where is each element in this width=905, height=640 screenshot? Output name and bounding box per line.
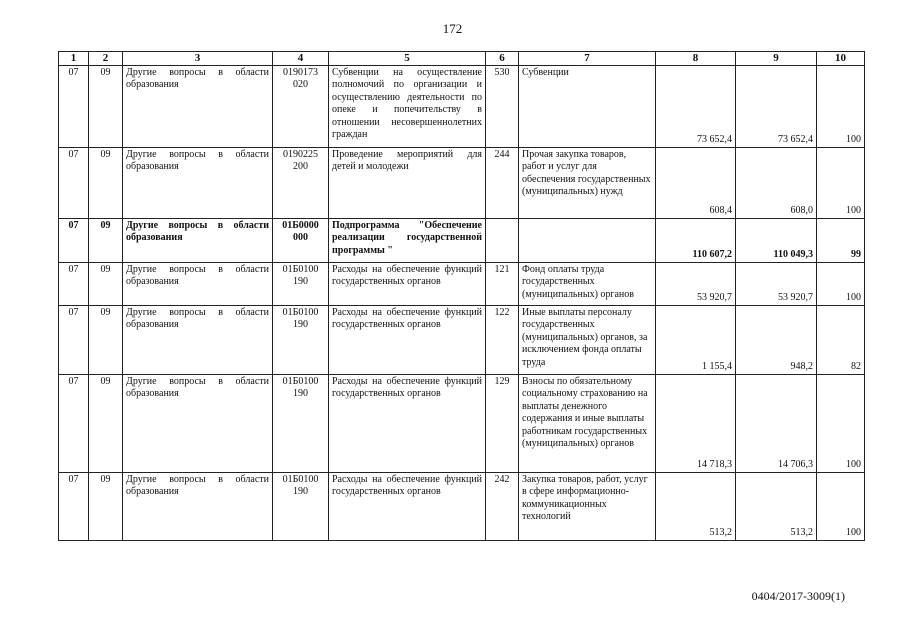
execution-percent: 100 [817, 375, 865, 473]
page-number: 172 [442, 21, 463, 36]
target-article-code: 01Б0100 190 [273, 473, 329, 541]
planned-amount: 14 718,3 [656, 375, 736, 473]
table-row [59, 66, 865, 148]
subsection-name: Другие вопросы в области образования [123, 219, 273, 263]
executed-amount: 608,0 [736, 148, 817, 219]
expense-type-code: 122 [486, 306, 519, 375]
executed-amount: 513,2 [736, 473, 817, 541]
execution-percent: 100 [817, 66, 865, 148]
executed-amount: 73 652,4 [736, 66, 817, 148]
table-row [59, 148, 865, 219]
expense-type-name: Взносы по обязательному социальному страхованию на выплаты денежного содержания и иные выплаты работникам государственных (муниципальных) органов [519, 375, 656, 473]
target-article-code: 01Б0100 190 [273, 263, 329, 306]
column-header-2: 2 [89, 52, 123, 66]
section-code: 07 [59, 263, 89, 306]
planned-amount: 110 607,2 [656, 219, 736, 263]
section-code: 07 [59, 66, 89, 148]
target-article-code: 0190173 020 [273, 66, 329, 148]
section-code: 07 [59, 473, 89, 541]
execution-percent: 99 [817, 219, 865, 263]
planned-amount: 1 155,4 [656, 306, 736, 375]
expense-type-code: 242 [486, 473, 519, 541]
table-body [59, 66, 865, 541]
expense-type-name [519, 219, 656, 263]
column-header-7: 7 [519, 52, 656, 66]
column-header-8: 8 [656, 52, 736, 66]
subsection-code: 09 [89, 375, 123, 473]
subsection-name: Другие вопросы в области образования [123, 148, 273, 219]
column-header-6: 6 [486, 52, 519, 66]
table-row [59, 306, 865, 375]
expense-type-name: Прочая закупка товаров, работ и услуг для обеспечения государственных (муниципальных) нужд [519, 148, 656, 219]
target-article-name: Проведение мероприятий для детей и молодежи [329, 148, 486, 219]
target-article-name: Расходы на обеспечение функций государственных органов [329, 263, 486, 306]
subsection-name: Другие вопросы в области образования [123, 263, 273, 306]
target-article-name: Расходы на обеспечение функций государственных органов [329, 473, 486, 541]
executed-amount: 110 049,3 [736, 219, 817, 263]
subsection-code: 09 [89, 306, 123, 375]
execution-percent: 100 [817, 263, 865, 306]
subsection-code: 09 [89, 148, 123, 219]
planned-amount: 73 652,4 [656, 66, 736, 148]
table-row [59, 263, 865, 306]
subsection-code: 09 [89, 66, 123, 148]
subsection-name: Другие вопросы в области образования [123, 473, 273, 541]
table-row [59, 219, 865, 263]
column-header-4: 4 [273, 52, 329, 66]
target-article-name: Субвенции на осуществление полномочий по организации и осуществлению деятельности по опеке и попечительству в отношении несовершеннолетних граждан [329, 66, 486, 148]
expense-type-code: 129 [486, 375, 519, 473]
subsection-code: 09 [89, 473, 123, 541]
execution-percent: 100 [817, 148, 865, 219]
target-article-name: Расходы на обеспечение функций государственных органов [329, 375, 486, 473]
planned-amount: 53 920,7 [656, 263, 736, 306]
executed-amount: 53 920,7 [736, 263, 817, 306]
section-code: 07 [59, 375, 89, 473]
target-article-code: 01Б0000 000 [273, 219, 329, 263]
subsection-name: Другие вопросы в области образования [123, 375, 273, 473]
target-article-name: Подпрограмма "Обеспечение реализации государственной программы " [329, 219, 486, 263]
column-header-10: 10 [817, 52, 865, 66]
expense-type-code: 244 [486, 148, 519, 219]
target-article-name: Расходы на обеспечение функций государственных органов [329, 306, 486, 375]
column-header-1: 1 [59, 52, 89, 66]
expense-type-code [486, 219, 519, 263]
expense-type-name: Фонд оплаты труда государственных (муниципальных) органов [519, 263, 656, 306]
section-code: 07 [59, 219, 89, 263]
header-row [59, 52, 865, 66]
target-article-code: 0190225 200 [273, 148, 329, 219]
table-row [59, 375, 865, 473]
subsection-name: Другие вопросы в области образования [123, 306, 273, 375]
expense-type-code: 121 [486, 263, 519, 306]
subsection-name: Другие вопросы в области образования [123, 66, 273, 148]
section-code: 07 [59, 148, 89, 219]
executed-amount: 14 706,3 [736, 375, 817, 473]
target-article-code: 01Б0100 190 [273, 375, 329, 473]
expense-type-code: 530 [486, 66, 519, 148]
executed-amount: 948,2 [736, 306, 817, 375]
expense-type-name: Иные выплаты персоналу государственных (муниципальных) органов, за исключением фонда оплаты труда [519, 306, 656, 375]
budget-table [58, 51, 865, 541]
column-header-3: 3 [123, 52, 273, 66]
planned-amount: 608,4 [656, 148, 736, 219]
planned-amount: 513,2 [656, 473, 736, 541]
subsection-code: 09 [89, 219, 123, 263]
subsection-code: 09 [89, 263, 123, 306]
section-code: 07 [59, 306, 89, 375]
document-code: 0404/2017-3009(1) [751, 589, 845, 603]
table-row [59, 473, 865, 541]
expense-type-name: Закупка товаров, работ, услуг в сфере информационно-коммуникационных технологий [519, 473, 656, 541]
target-article-code: 01Б0100 190 [273, 306, 329, 375]
execution-percent: 82 [817, 306, 865, 375]
execution-percent: 100 [817, 473, 865, 541]
column-header-5: 5 [329, 52, 486, 66]
expense-type-name: Субвенции [519, 66, 656, 148]
column-header-9: 9 [736, 52, 817, 66]
